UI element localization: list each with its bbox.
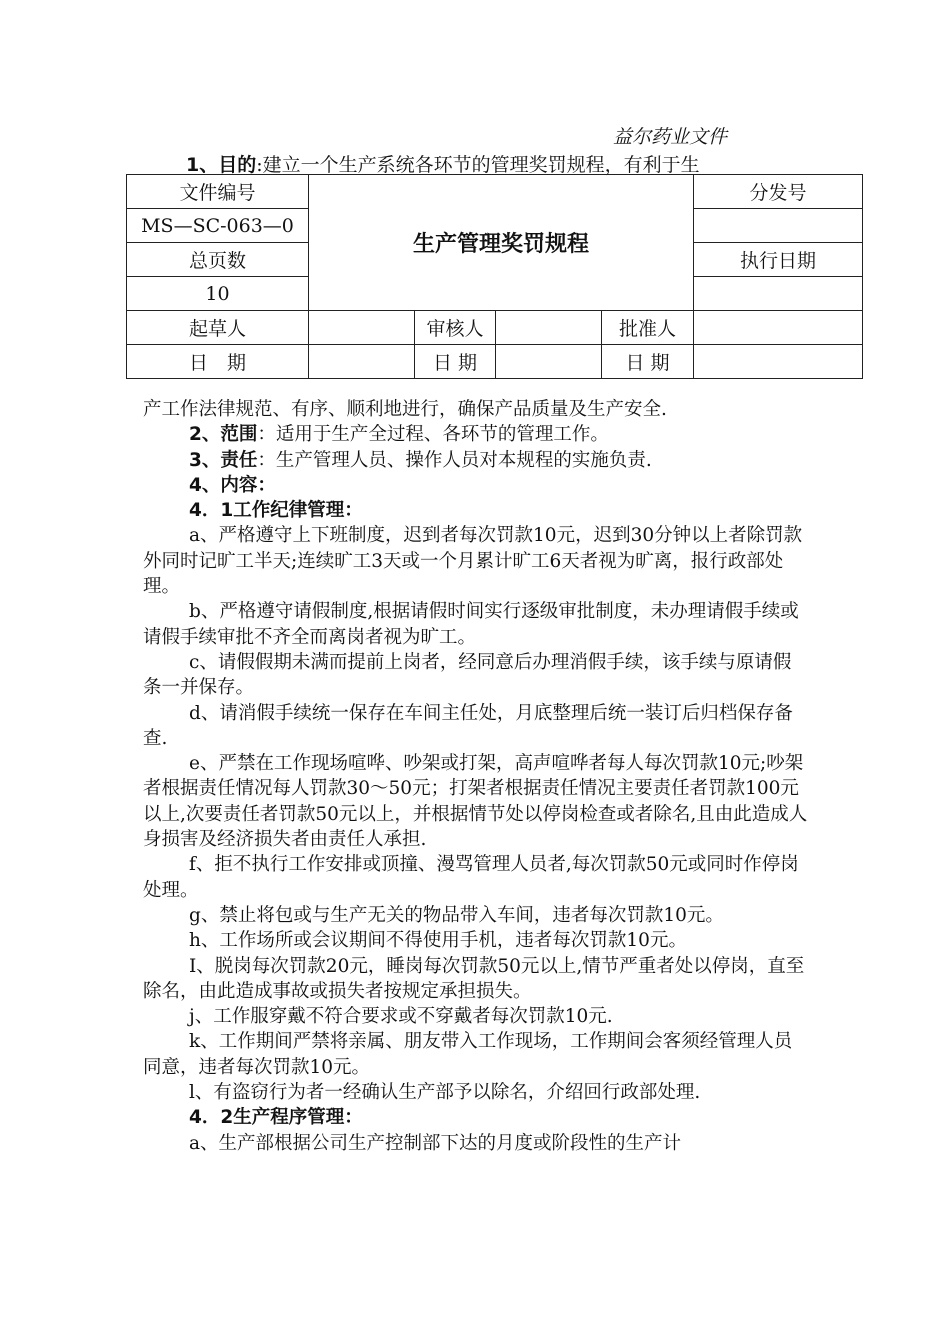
section-4-2-heading: 4．2生产程序管理： xyxy=(189,1107,363,1129)
scope-label: 2、范围 xyxy=(189,424,258,446)
date-label-approver: 日 期 xyxy=(602,345,694,379)
date-label-reviewer: 日 期 xyxy=(415,345,496,379)
content-label: 4、内容 xyxy=(189,474,258,496)
rule-g: g、禁止将包或与生产无关的物品带入车间，违者每次罚款10元。 xyxy=(189,904,724,926)
rule-l: l、有盗窃行为者一经确认生产部予以除名，介绍回行政部处理. xyxy=(189,1082,701,1104)
purpose-continuation: 产工作法律规范、有序、顺利地进行，确保产品质量及生产安全. xyxy=(143,399,667,420)
purpose-line xyxy=(186,150,700,177)
approver-label: 批准人 xyxy=(602,311,694,345)
section-4-1-heading: 4．1工作纪律管理： xyxy=(189,500,363,522)
drafter-value xyxy=(309,311,415,345)
rule-j: j、工作服穿戴不符合要求或不穿戴者每次罚款10元. xyxy=(189,1006,613,1028)
approver-value xyxy=(694,311,863,345)
rule-h: h、工作场所或会议期间不得使用手机，违者每次罚款10元。 xyxy=(189,930,687,952)
content-heading xyxy=(143,473,808,498)
file-no-value: MS—SC-063—0 xyxy=(127,209,309,243)
total-pages-label: 总页数 xyxy=(127,243,309,277)
rule-a: a、严格遵守上下班制度，迟到者每次罚款10元，迟到30分钟以上者除罚款外同时记旷工半天;连续旷工3天或一个月累计旷工6天者视为旷离，报行政部处理。 xyxy=(143,525,803,598)
rule-b: b、严格遵守请假制度,根据请假时间实行逐级审批制度，未办理请假手续或请假手续审批不齐全而离岗者视为旷工。 xyxy=(143,601,799,648)
date-value-reviewer xyxy=(496,345,602,379)
rule-e: e、严禁在工作现场喧哗、吵架或打架，高声喧哗者每人每次罚款10元;吵架者根据责任情况每人罚款30～50元；打架者根据责任情况主要责任者罚款100元以上,次要责任者罚款50元以上，并根据情节处以停岗检查或者除名,且由此造成人身损害及经济损失者由责任人承担. xyxy=(143,753,808,851)
doc-header-table xyxy=(126,174,863,379)
responsibility-label: 3、责任 xyxy=(189,449,258,471)
rule-k: k、工作期间严禁将亲属、朋友带入工作现场，工作期间会客须经管理人员同意，违者每次罚款10元。 xyxy=(143,1031,793,1078)
rule-d: d、请消假手续统一保存在车间主任处，月底整理后统一装订后归档保存备查. xyxy=(143,702,793,749)
company-doc-label: 益尔药业文件 xyxy=(613,126,728,148)
date-label-drafter: 日 期 xyxy=(127,345,309,379)
exec-date-value xyxy=(694,277,863,311)
purpose-text: :建立一个生产系统各环节的管理奖罚规程，有利于生 xyxy=(256,154,700,176)
exec-date-label: 执行日期 xyxy=(694,243,863,277)
reviewer-value xyxy=(496,311,602,345)
purpose-label: 1、目的 xyxy=(186,154,257,176)
responsibility-text: ：生产管理人员、操作人员对本规程的实施负责. xyxy=(257,449,652,471)
reviewer-label: 审核人 xyxy=(415,311,496,345)
scope-paragraph xyxy=(143,422,808,447)
file-no-label: 文件编号 xyxy=(127,175,309,209)
rule-c: c、请假假期未满而提前上岗者，经同意后办理消假手续，该手续与原请假条一并保存。 xyxy=(143,651,792,699)
drafter-label: 起草人 xyxy=(127,311,309,345)
document-body xyxy=(143,397,808,1156)
rule-4-2-a: a、生产部根据公司生产控制部下达的月度或阶段性的生产计 xyxy=(189,1132,682,1154)
rule-f: f、拒不执行工作安排或顶撞、漫骂管理人员者,每次罚款50元或同时作停岗处理。 xyxy=(143,854,799,901)
date-value-approver xyxy=(694,345,863,379)
dist-no-label: 分发号 xyxy=(694,175,863,209)
rule-i: I、脱岗每次罚款20元，睡岗每次罚款50元以上,情节严重者处以停岗，直至除名，由此造成事故或损失者按规定承担损失。 xyxy=(143,955,805,1002)
dist-no-value xyxy=(694,209,863,243)
total-pages-value: 10 xyxy=(127,277,309,311)
content-colon: ： xyxy=(257,474,276,496)
scope-text: ：适用于生产全过程、各环节的管理工作。 xyxy=(257,424,609,446)
doc-title: 生产管理奖罚规程 xyxy=(309,175,694,311)
date-value-drafter xyxy=(309,345,415,379)
responsibility-paragraph xyxy=(143,448,808,473)
